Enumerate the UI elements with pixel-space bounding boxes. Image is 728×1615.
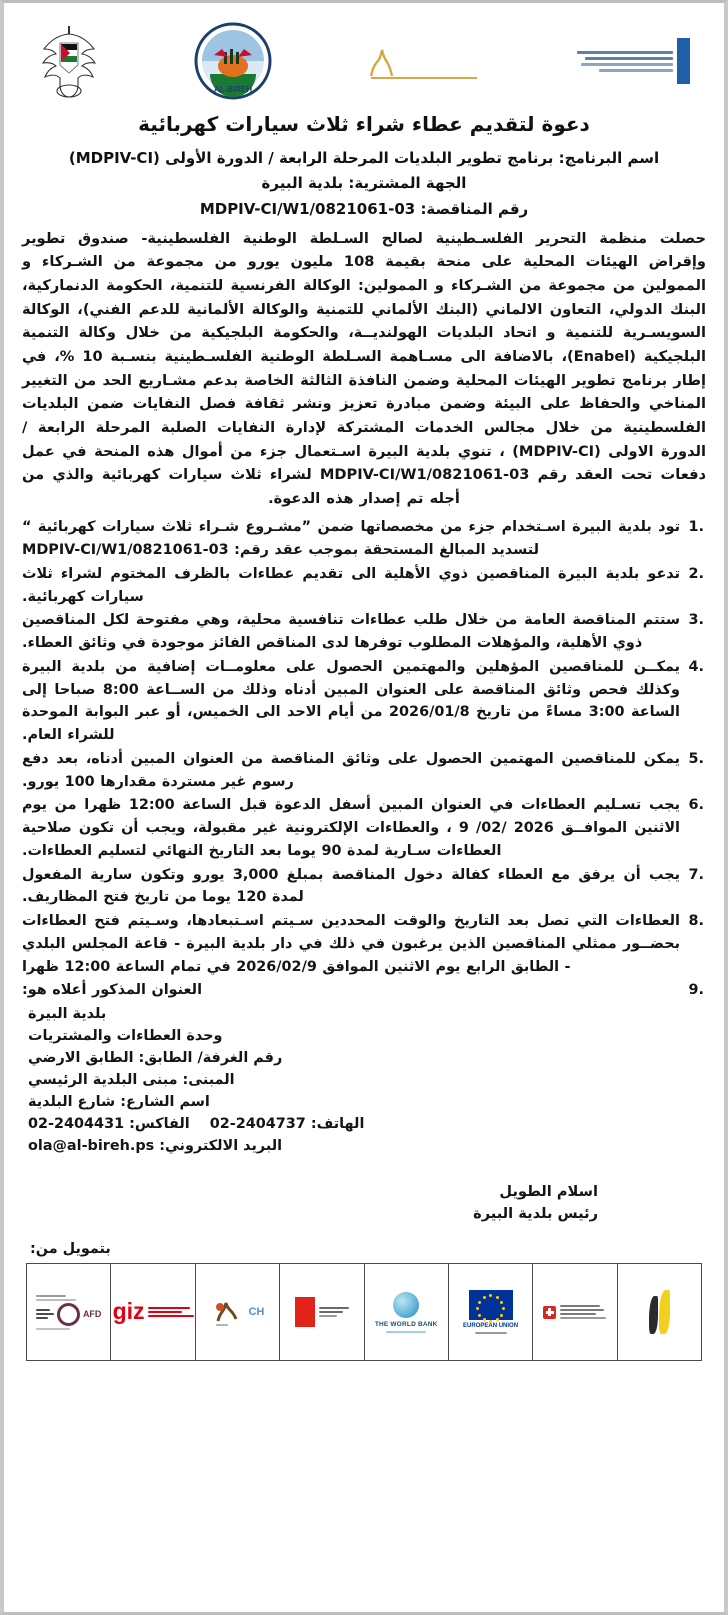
mdlf-logo-icon — [365, 36, 483, 86]
address-organization: بلدية البيرة — [28, 1006, 107, 1023]
phone-label: الهاتف: — [310, 1115, 365, 1132]
address-building: المبنى: مبنى البلدية الرئيسي — [28, 1071, 235, 1088]
fax-value: 02-2404431 — [28, 1115, 125, 1132]
phone-value: 02-2404737 — [209, 1115, 306, 1132]
svg-text:AL-BIREH: AL-BIREH — [213, 85, 252, 94]
address-email-row — [28, 1136, 706, 1158]
address-block — [22, 1004, 706, 1157]
clause-item: العطاءات التي تصل بعد التاريخ والوقت المحددين سـيتم اسـتبعادها، وسـيتم فتح العطاءات بحضــور ممثلي المناقصين الذين يرغبون في ذلك في دار بلدية البيرة - قاعة المجلس البلدي - الطابق الرابع يوم الاثنين الموافق 2026/02/9 في تمام الساعة 12:00 ظهرا — [22, 913, 680, 975]
funded-by-heading: بتمويل من: — [30, 1241, 111, 1258]
danida-logo-icon — [280, 1264, 364, 1360]
clause-item: يمكن للمناقصين المهتمين الحصول على وثائق المناقصة من العنوان المبين أدناه، بعد دفع رسوم غير مستردة مقدارها 100 يورو. — [22, 750, 680, 790]
fax-label: الفاكس: — [129, 1115, 190, 1132]
address-room-floor: رقم الغرفة/ الطابق: الطابق الارضي — [28, 1049, 283, 1066]
clause-item: تدعو بلدية البيرة المناقصين ذوي الأهلية الى تقديم عطاءات بالظرف المختوم لشراء ثلاث سيارات كهربائية. — [22, 565, 680, 605]
giz-logo-icon: giz — [111, 1264, 195, 1360]
signatory-name: اسلام الطويل — [499, 1183, 598, 1201]
address-phone-fax-row — [28, 1114, 706, 1136]
address-unit: وحدة العطاءات والمشتريات — [28, 1028, 223, 1045]
clause-item: يمكــن للمناقصين المؤهلين والمهتمين الحصول على معلومــات إضافية من بلدية البيرة وكذلك فحص وثائق المناقصة على العنوان المبين أدناه وذلك من الســاعة 8:00 صباحا إلى الساعة 3:00 مساءً من تاريخ 2026/01/8 من أيام الاحد الى الخميس، أو عبر البوابة الموحدة للشراء العام. — [22, 658, 680, 744]
clause-item: ستتم المناقصة العامة من خلال طلب عطاءات تنافسية محلية، وهي مفتوحة لكل المناقصين ذوي الأهلية، والمؤهلات المطلوب توفرها لدى المناقص الفائز موجودة في وثائق العطاء. — [22, 612, 680, 652]
clause-list — [22, 516, 706, 1002]
eu-logo-icon: EUROPEAN UNION — [449, 1264, 533, 1360]
world-bank-logo-icon: THE WORLD BANK — [365, 1264, 449, 1360]
tender-number-label: رقم المناقصة: — [420, 199, 529, 218]
palestine-emblem-icon — [38, 23, 100, 99]
clause-item: العنوان المذكور أعلاه هو: — [22, 982, 203, 999]
email-value[interactable]: ola@al-bireh.ps — [28, 1137, 155, 1154]
clause-item: يجب تسـليم العطاءات في العنوان المبين أسفل الدعوة قبل الساعة 12:00 ظهرا من يوم الاثنين الموافــق 2026 /02/ 9 ، والعطاءات الإلكترونية غير مقبولة، ويجب أن تكون صلاحية العطاءات سـارية لمدة 90 يوما بعد التاريخ النهائي لتسليم العطاءات. — [22, 797, 680, 859]
page-title: دعوة لتقديم عطاء شراء ثلاث سيارات كهربائية — [138, 112, 590, 136]
signatory-title: رئيس بلدية البيرة — [473, 1205, 598, 1223]
intro-paragraph: حصلت منظمة التحرير الفلسـطينية لصالح السـلطة الوطنية الفلسطينية- صندوق تطوير وإقراض الهيئات المحلية على منحة بقيمة 108 مليون يورو من مجموعة من الشـركاء و الممولين من مجموعة من الشـركاء و الممولين: الوكالة الفرنسية للتنمية، الحكومة الدنماركية، البنك الدولي، التعاون الالماني (البنك الألماني للتمنية والوكالة الألمانية للدعم الفني)، الوكالة السويسـرية للتنمية و اتحاد البلديات الهولنديــة، والحكومة البلجيكية من خلال وكالة التنمية البلجيكية (Enabel)، بالاضافة الى مسـاهمة السـلطة الوطنية الفلسـطينية بنسـبة 10 %، في إطار برنامج تطوير الهيئات المحلية وضمن النافذة الثالثة الخاصة بدعم مشـاريع الحد من التغيير المناخي والحفاظ على البيئة وضمن مبادرة تعزيز ونشر ثقافة فصل النفايات ضمن البلديات الفلسطينية من خلال مجالس الخدمات المشتركة لإدارة النفايات الصلبة المرحلة الرابعة / الدورة الاولى (MDPIV-CI) ، تنوي بلدية البيرة اسـتعمال جزء من أموال هذه المنحة في عمل دفعات تحت العقد رقم MDPIV-CI/W1/0821061-03 لشراء ثلاث سيارات كهربائية والذي من أجله تم إصدار هذه الدعوة. — [22, 229, 706, 507]
belgium-logo-icon — [618, 1264, 701, 1360]
swiss-confederation-logo-icon — [533, 1264, 617, 1360]
clause-item: يجب أن يرفق مع العطاء كفالة دخول المناقصة بمبلغ 3,000 يورو وتكون سارية المفعول لمدة 120 يوما من تاريخ فتح المظاريف. — [22, 866, 680, 906]
sdc-logo-icon: CH — [196, 1264, 280, 1360]
header-logo-bar — [22, 13, 706, 105]
purchasing-entity-line: الجهة المشترية: بلدية البيرة — [261, 174, 467, 193]
tender-number-line — [22, 198, 706, 221]
al-bireh-seal-icon — [194, 22, 272, 100]
funder-logo-strip — [26, 1263, 702, 1361]
mdp-logo-icon — [577, 38, 690, 84]
signature-block — [22, 1181, 706, 1225]
clause-item: تود بلدية البيرة اسـتخدام جزء من مخصصاتها ضمن ”مشـروع شـراء ثلاث سيارات كهربائية “ لتسديد المبالغ المستحقة بموجب عقد رقم: MDPIV-CI/W1/0821061-03 — [22, 519, 680, 559]
program-name-line: اسم البرنامج: برنامج تطوير البلديات المرحلة الرابعة / الدورة الأولى (MDPIV-CI) — [68, 149, 660, 167]
tender-number-value: MDPIV-CI/W1/0821061-03 — [199, 199, 416, 218]
afd-logo-icon: AFD — [27, 1264, 111, 1360]
email-label: البريد الالكتروني: — [159, 1137, 283, 1154]
address-street: اسم الشارع: شارع البلدية — [28, 1093, 210, 1110]
